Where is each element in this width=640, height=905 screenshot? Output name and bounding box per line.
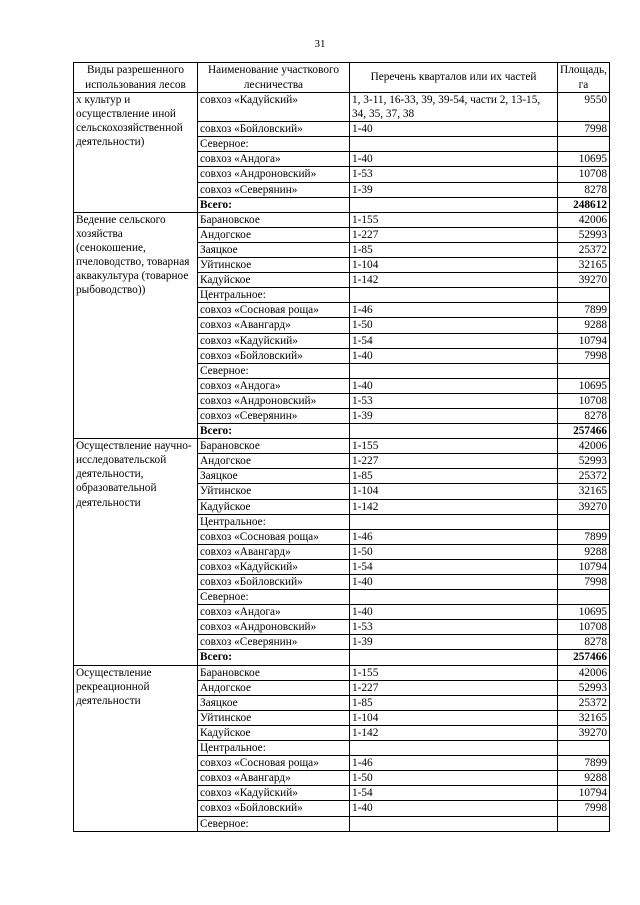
quarters-cell: 1-85 — [350, 469, 558, 484]
quarters-cell: 1-40 — [350, 801, 558, 816]
forestry-name-cell: совхоз «Авангард» — [198, 771, 350, 786]
quarters-cell: 1-46 — [350, 529, 558, 544]
total-value: 248612 — [558, 197, 610, 212]
quarters-cell — [350, 288, 558, 303]
forestry-name-cell: совхоз «Сосновая роща» — [198, 756, 350, 771]
forestry-name-cell: Уйтинское — [198, 484, 350, 499]
quarters-cell: 1-155 — [350, 212, 558, 227]
forestry-name-cell: совхоз «Андроновский» — [198, 393, 350, 408]
forestry-name-cell: Центральное: — [198, 288, 350, 303]
forestry-name-cell: совхоз «Бойловский» — [198, 575, 350, 590]
quarters-cell: 1-104 — [350, 710, 558, 725]
forestry-name-cell: Андогское — [198, 680, 350, 695]
area-cell: 10695 — [558, 378, 610, 393]
area-cell: 25372 — [558, 469, 610, 484]
forestry-name-cell: Кадуйское — [198, 273, 350, 288]
area-cell: 32165 — [558, 710, 610, 725]
page-number: 31 — [314, 38, 326, 50]
quarters-cell: 1-142 — [350, 273, 558, 288]
use-type-cell: х культур и осуществление иной сельскохозяйственной деятельности) — [74, 93, 198, 213]
area-cell — [558, 816, 610, 831]
forestry-name-cell: совхоз «Авангард» — [198, 318, 350, 333]
forestry-name-cell: Кадуйское — [198, 725, 350, 740]
area-cell: 10708 — [558, 393, 610, 408]
header-use-type: Виды разрешенного использования лесов — [74, 63, 198, 93]
area-cell: 7899 — [558, 303, 610, 318]
quarters-cell: 1-227 — [350, 227, 558, 242]
area-cell — [558, 514, 610, 529]
area-cell — [558, 741, 610, 756]
area-cell: 7899 — [558, 529, 610, 544]
forestry-name-cell: Центральное: — [198, 741, 350, 756]
use-type-cell: Ведение сельского хозяйства (сенокошение, пчеловодство, товарная аквакультура (товарное рыбоводство)) — [74, 212, 198, 438]
quarters-cell: 1-50 — [350, 544, 558, 559]
quarters-cell: 1-40 — [350, 122, 558, 137]
quarters-cell — [350, 590, 558, 605]
quarters-cell — [350, 137, 558, 152]
forestry-name-cell: Андогское — [198, 454, 350, 469]
total-value: 257466 — [558, 424, 610, 439]
area-cell: 9288 — [558, 771, 610, 786]
quarters-cell: 1-142 — [350, 499, 558, 514]
area-cell: 9288 — [558, 318, 610, 333]
quarters-cell: 1-50 — [350, 771, 558, 786]
quarters-cell — [350, 816, 558, 831]
area-cell: 52993 — [558, 227, 610, 242]
forestry-name-cell: Барановское — [198, 212, 350, 227]
forestry-name-cell: совхоз «Кадуйский» — [198, 93, 350, 122]
forestry-name-cell: совхоз «Сосновая роща» — [198, 529, 350, 544]
total-empty-cell — [350, 197, 558, 212]
quarters-cell: 1-53 — [350, 393, 558, 408]
forestry-name-cell: Центральное: — [198, 514, 350, 529]
area-cell: 42006 — [558, 212, 610, 227]
forestry-name-cell: Барановское — [198, 665, 350, 680]
forestry-name-cell: Северное: — [198, 590, 350, 605]
area-cell: 10695 — [558, 605, 610, 620]
area-cell: 9550 — [558, 93, 610, 122]
table-row — [74, 212, 610, 227]
area-cell — [558, 137, 610, 152]
forestry-name-cell: Северное: — [198, 137, 350, 152]
quarters-cell: 1-155 — [350, 439, 558, 454]
area-cell: 8278 — [558, 182, 610, 197]
quarters-cell: 1-54 — [350, 559, 558, 574]
forestry-name-cell: совхоз «Андога» — [198, 605, 350, 620]
forestry-name-cell: совхоз «Северянин» — [198, 182, 350, 197]
area-cell: 52993 — [558, 680, 610, 695]
area-cell: 10794 — [558, 559, 610, 574]
area-cell — [558, 590, 610, 605]
area-cell: 39270 — [558, 499, 610, 514]
forestry-name-cell: Андогское — [198, 227, 350, 242]
total-value: 257466 — [558, 650, 610, 665]
forestry-name-cell: совхоз «Бойловский» — [198, 801, 350, 816]
table-row — [74, 665, 610, 680]
forestry-name-cell: совхоз «Андроновский» — [198, 167, 350, 182]
quarters-cell: 1-104 — [350, 258, 558, 273]
table-body — [74, 93, 610, 832]
forestry-name-cell: Северное: — [198, 363, 350, 378]
area-cell: 7998 — [558, 122, 610, 137]
area-cell: 10708 — [558, 167, 610, 182]
quarters-cell: 1-54 — [350, 333, 558, 348]
forestry-name-cell: совхоз «Северянин» — [198, 408, 350, 423]
area-cell: 32165 — [558, 258, 610, 273]
area-cell: 25372 — [558, 695, 610, 710]
total-label: Всего: — [198, 424, 350, 439]
quarters-cell: 1-85 — [350, 242, 558, 257]
forestry-name-cell: совхоз «Северянин» — [198, 635, 350, 650]
forestry-name-cell: совхоз «Бойловский» — [198, 122, 350, 137]
forestry-name-cell: Уйтинское — [198, 258, 350, 273]
forestry-name-cell: совхоз «Андроновский» — [198, 620, 350, 635]
area-cell: 39270 — [558, 273, 610, 288]
forestry-name-cell: совхоз «Бойловский» — [198, 348, 350, 363]
quarters-cell: 1-53 — [350, 167, 558, 182]
quarters-cell: 1-39 — [350, 408, 558, 423]
area-cell: 9288 — [558, 544, 610, 559]
area-cell: 7899 — [558, 756, 610, 771]
area-cell: 7998 — [558, 801, 610, 816]
area-cell: 25372 — [558, 242, 610, 257]
table-row — [74, 93, 610, 122]
header-quarters: Перечень кварталов или их частей — [350, 63, 558, 93]
forestry-name-cell: совхоз «Сосновая роща» — [198, 303, 350, 318]
total-empty-cell — [350, 424, 558, 439]
area-cell: 39270 — [558, 725, 610, 740]
quarters-cell: 1-39 — [350, 635, 558, 650]
forestry-name-cell: совхоз «Кадуйский» — [198, 786, 350, 801]
quarters-cell: 1-227 — [350, 680, 558, 695]
forestry-name-cell: совхоз «Кадуйский» — [198, 333, 350, 348]
quarters-cell: 1-54 — [350, 786, 558, 801]
header-area: Площадь, га — [558, 63, 610, 93]
quarters-cell — [350, 741, 558, 756]
quarters-cell: 1-50 — [350, 318, 558, 333]
quarters-cell: 1-46 — [350, 303, 558, 318]
table-row — [74, 439, 610, 454]
area-cell: 10695 — [558, 152, 610, 167]
area-cell: 8278 — [558, 408, 610, 423]
area-cell: 42006 — [558, 439, 610, 454]
quarters-cell: 1-142 — [350, 725, 558, 740]
quarters-cell: 1-53 — [350, 620, 558, 635]
header-forestry-name: Наименование участкового лесничества — [198, 63, 350, 93]
area-cell: 10794 — [558, 786, 610, 801]
table-header-row — [74, 63, 610, 93]
forestry-name-cell: Северное: — [198, 816, 350, 831]
quarters-cell — [350, 363, 558, 378]
total-label: Всего: — [198, 650, 350, 665]
use-type-cell: Осуществление научно-исследовательской деятельности, образовательной деятельности — [74, 439, 198, 665]
quarters-cell: 1-40 — [350, 378, 558, 393]
forestry-name-cell: совхоз «Авангард» — [198, 544, 350, 559]
area-cell: 10794 — [558, 333, 610, 348]
use-type-cell: Осуществление рекреационной деятельности — [74, 665, 198, 831]
forestry-name-cell: совхоз «Андога» — [198, 152, 350, 167]
quarters-cell: 1-104 — [350, 484, 558, 499]
forestry-name-cell: совхоз «Кадуйский» — [198, 559, 350, 574]
forestry-name-cell: Заяцкое — [198, 469, 350, 484]
quarters-cell: 1-46 — [350, 756, 558, 771]
area-cell — [558, 288, 610, 303]
area-cell: 7998 — [558, 575, 610, 590]
quarters-cell: 1-155 — [350, 665, 558, 680]
area-cell: 52993 — [558, 454, 610, 469]
area-cell: 32165 — [558, 484, 610, 499]
quarters-cell: 1-39 — [350, 182, 558, 197]
quarters-cell: 1-40 — [350, 575, 558, 590]
total-empty-cell — [350, 650, 558, 665]
forest-use-table — [73, 62, 610, 832]
forestry-name-cell: Уйтинское — [198, 710, 350, 725]
quarters-cell: 1, 3-11, 16-33, 39, 39-54, части 2, 13-15, 34, 35, 37, 38 — [350, 93, 558, 122]
area-cell: 10708 — [558, 620, 610, 635]
quarters-cell: 1-85 — [350, 695, 558, 710]
quarters-cell: 1-40 — [350, 348, 558, 363]
forestry-name-cell: совхоз «Андога» — [198, 378, 350, 393]
area-cell — [558, 363, 610, 378]
forestry-name-cell: Заяцкое — [198, 695, 350, 710]
total-label: Всего: — [198, 197, 350, 212]
forestry-name-cell: Заяцкое — [198, 242, 350, 257]
quarters-cell: 1-227 — [350, 454, 558, 469]
forestry-name-cell: Кадуйское — [198, 499, 350, 514]
quarters-cell: 1-40 — [350, 605, 558, 620]
quarters-cell — [350, 514, 558, 529]
area-cell: 42006 — [558, 665, 610, 680]
area-cell: 8278 — [558, 635, 610, 650]
forestry-name-cell: Барановское — [198, 439, 350, 454]
quarters-cell: 1-40 — [350, 152, 558, 167]
area-cell: 7998 — [558, 348, 610, 363]
